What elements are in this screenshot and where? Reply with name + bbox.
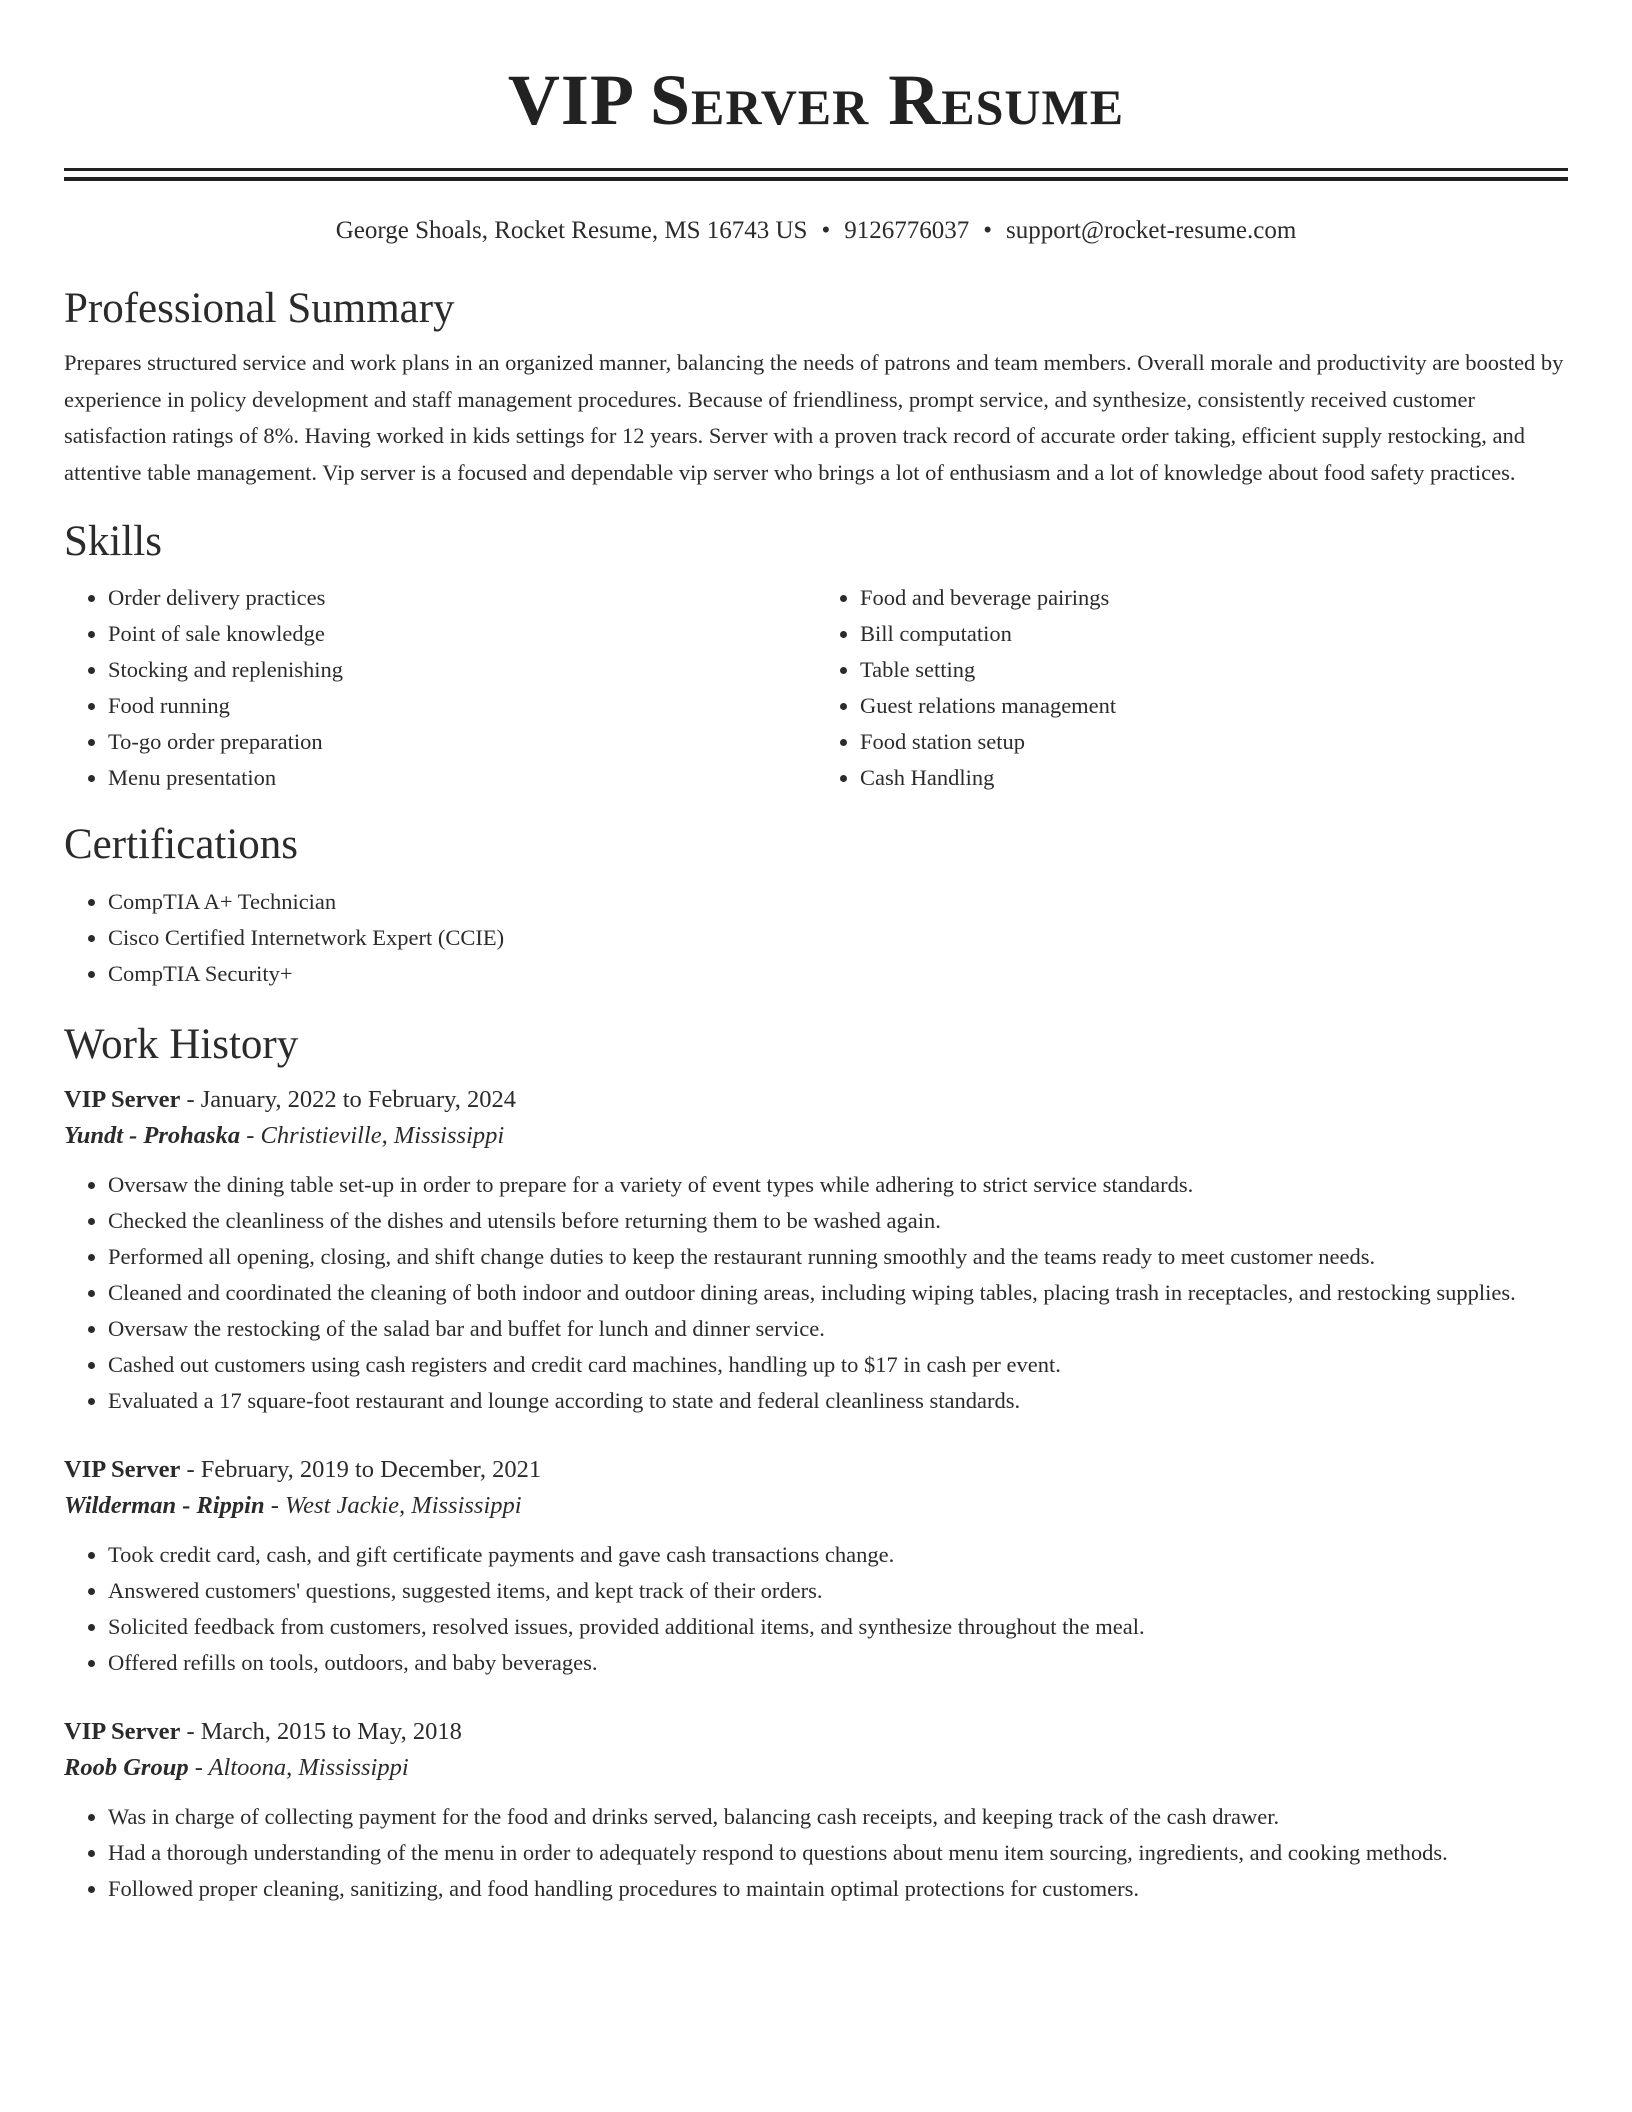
- job-bullet: • Followed proper cleaning, sanitizing, and food handling procedures to maintain optimal protections for customers.: [108, 1871, 1568, 1907]
- certification-item: • CompTIA Security+: [108, 956, 1568, 992]
- certification-item: • CompTIA A+ Technician: [108, 884, 1568, 920]
- job-bullet: • Answered customers' questions, suggested items, and kept track of their orders.: [108, 1573, 1568, 1609]
- job-bullet: • Had a thorough understanding of the menu in order to adequately respond to questions about menu item sourcing, ingredients, and cooking methods.: [108, 1835, 1568, 1871]
- skill-item: • Point of sale knowledge: [108, 616, 816, 652]
- job-bullet: • Oversaw the dining table set-up in order to prepare for a variety of event types while adhering to strict service standards.: [108, 1167, 1568, 1203]
- contact-address: George Shoals, Rocket Resume, MS 16743 US: [335, 217, 808, 244]
- job-location: Christieville, Mississippi: [260, 1122, 505, 1149]
- job-title: VIP Server: [64, 1456, 181, 1483]
- contact-line: [64, 215, 1568, 247]
- skills-column-right: [816, 580, 1568, 796]
- job-title-line: VIP Server - March, 2015 to May, 2018: [64, 1718, 462, 1745]
- job-bullet: • Was in charge of collecting payment for the food and drinks served, balancing cash receipts, and keeping track of the cash drawer.: [108, 1799, 1568, 1835]
- job-dates: January, 2022 to February, 2024: [200, 1086, 517, 1113]
- job-company-line: Yundt - Prohaska - Christieville, Mississippi: [64, 1122, 505, 1149]
- contact-separator: •: [983, 217, 992, 244]
- contact-separator: •: [821, 217, 831, 244]
- job-dates: February, 2019 to December, 2021: [200, 1456, 542, 1483]
- skill-item: • Table setting: [860, 652, 1568, 688]
- job-bullet: • Evaluated a 17 square-foot restaurant and lounge according to state and federal cleanliness standards.: [108, 1383, 1568, 1419]
- summary-heading: Professional Summary: [64, 285, 455, 332]
- job-dates: March, 2015 to May, 2018: [200, 1718, 462, 1745]
- job-bullet: • Took credit card, cash, and gift certificate payments and gave cash transactions change.: [108, 1537, 1568, 1573]
- skills-column-left: [64, 580, 816, 796]
- skill-item: • Food and beverage pairings: [860, 580, 1568, 616]
- job-company: Wilderman - Rippin: [64, 1492, 265, 1519]
- job-bullet: • Performed all opening, closing, and shift change duties to keep the restaurant running smoothly and the teams ready to meet customer needs.: [108, 1239, 1568, 1275]
- job-title: VIP Server: [64, 1718, 181, 1745]
- contact-email: support@rocket-resume.com: [1005, 217, 1297, 244]
- job-title-line: VIP Server - January, 2022 to February, 2024: [64, 1086, 517, 1113]
- skill-item: • Guest relations management: [860, 688, 1568, 724]
- job-title-line: VIP Server - February, 2019 to December, 2021: [64, 1456, 542, 1483]
- title-divider-top: [64, 168, 1568, 171]
- job-bullet: • Oversaw the restocking of the salad bar and buffet for lunch and dinner service.: [108, 1311, 1568, 1347]
- job-entry: [64, 1715, 1568, 1907]
- skill-item: • Order delivery practices: [108, 580, 816, 616]
- skill-item: • Bill computation: [860, 616, 1568, 652]
- job-bullet: • Cashed out customers using cash registers and credit card machines, handling up to $17 in cash per event.: [108, 1347, 1568, 1383]
- contact-phone: 9126776037: [844, 217, 970, 244]
- job-company-line: Wilderman - Rippin - West Jackie, Mississippi: [64, 1492, 522, 1519]
- job-location: West Jackie, Mississippi: [285, 1492, 522, 1519]
- job-bullet: • Cleaned and coordinated the cleaning of both indoor and outdoor dining areas, including wiping tables, placing trash in receptacles, and restocking supplies.: [108, 1275, 1568, 1311]
- skill-item: • Menu presentation: [108, 760, 816, 796]
- job-bullets: [64, 1167, 1568, 1419]
- job-bullet: • Solicited feedback from customers, resolved issues, provided additional items, and synthesize throughout the meal.: [108, 1609, 1568, 1645]
- job-location: Altoona, Mississippi: [208, 1754, 409, 1781]
- skill-item: • Stocking and replenishing: [108, 652, 816, 688]
- job-bullet: • Checked the cleanliness of the dishes and utensils before returning them to be washed again.: [108, 1203, 1568, 1239]
- job-entry: [64, 1083, 1568, 1419]
- skill-item: • Food station setup: [860, 724, 1568, 760]
- work-history-heading: Work History: [64, 1021, 299, 1068]
- job-bullet: • Offered refills on tools, outdoors, and baby beverages.: [108, 1645, 1568, 1681]
- certifications-list: [64, 884, 1568, 992]
- skills-heading: Skills: [64, 518, 162, 565]
- job-entry: [64, 1453, 1568, 1681]
- summary-text: Prepares structured service and work plans in an organized manner, balancing the needs of patrons and team members. Overall morale and productivity are boosted by experience in policy development and staff management procedures. Because of friendliness, prompt service, and synthesize, consistently received customer satisfaction ratings of 8%. Having worked in kids settings for 12 years. Server with a proven track record of accurate order taking, efficient supply restocking, and attentive table management. Vip server is a focused and dependable vip server who brings a lot of enthusiasm and a lot of knowledge about food safety practices.: [64, 350, 1564, 485]
- skill-item: • Cash Handling: [860, 760, 1568, 796]
- skill-item: • To-go order preparation: [108, 724, 816, 760]
- resume-content: [64, 0, 1568, 1907]
- job-title: VIP Server: [64, 1086, 181, 1113]
- certifications-heading: Certifications: [64, 821, 299, 868]
- skill-item: • Food running: [108, 688, 816, 724]
- job-bullets: [64, 1799, 1568, 1907]
- title-divider-bottom: [64, 177, 1568, 181]
- job-company: Yundt - Prohaska: [64, 1122, 241, 1149]
- resume-title: VIP Server Resume: [507, 60, 1125, 140]
- certification-item: • Cisco Certified Internetwork Expert (CCIE): [108, 920, 1568, 956]
- job-company-line: Roob Group - Altoona, Mississippi: [64, 1754, 409, 1781]
- skills-list: [64, 580, 1568, 796]
- job-bullets: [64, 1537, 1568, 1681]
- job-company: Roob Group: [64, 1754, 189, 1781]
